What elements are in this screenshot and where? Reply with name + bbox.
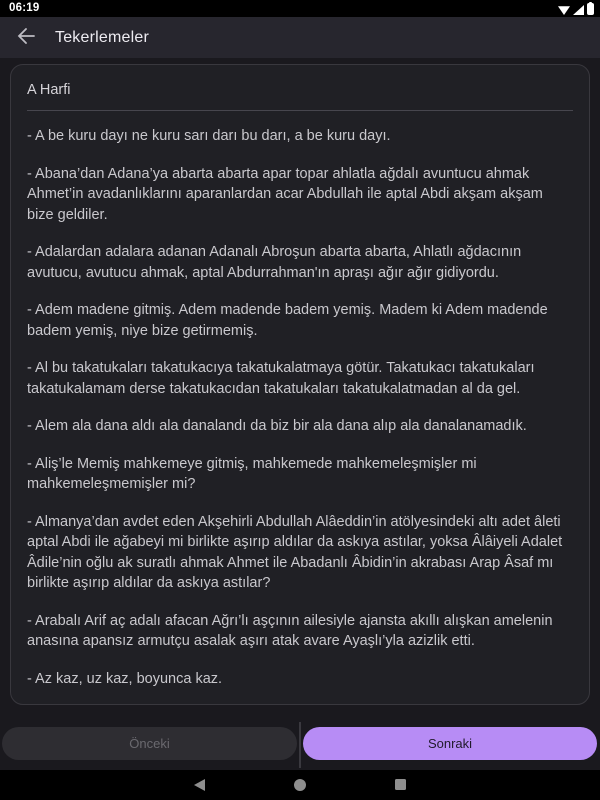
wifi-icon: [558, 5, 570, 15]
previous-button-label: Önceki: [129, 736, 170, 751]
app-bar: [0, 17, 600, 58]
list-item: - Adem madene gitmiş. Adem madende badem yemiş. Madem ki Adem madende badem yemiş, niye bize getirmemiş.: [27, 302, 548, 339]
clock: 06:19: [9, 2, 40, 14]
android-nav-bar: [0, 770, 600, 800]
heading-divider: [27, 110, 573, 111]
list-item: - Az kaz, uz kaz, boyunca kaz.: [27, 670, 223, 687]
next-button[interactable]: [303, 727, 597, 760]
list-item: - Al bu takatukaları takatukacıya takatukalatmaya götür. Takatukacı takatukaları takatukalamam derse takatukacıdan takatukaları takatukalatmadan al da gel.: [27, 360, 535, 397]
footer-button-divider: [299, 722, 301, 768]
previous-button[interactable]: [2, 727, 297, 760]
page-title: Tekerlemeler: [55, 28, 149, 46]
list-item: - Arabalı Arif aç adalı afacan Ağrı’lı aşçının ailesiyle ajansta akıllı alışkan amelenin anasına apansız armutçu asalak aşırı atak avare Ayaşlı’yla azizlik etti.: [27, 612, 553, 649]
arrow-left-icon: [17, 28, 35, 47]
back-button[interactable]: [13, 25, 39, 51]
list-item: - Aliş’le Memiş mahkemeye gitmiş, mahkemede mahkemeleşmişler mi mahkemeleşmemişler mi?: [27, 455, 477, 492]
battery-icon: [587, 3, 594, 15]
next-button-label: Sonraki: [427, 736, 473, 751]
list-item: - Almanya’dan avdet eden Akşehirli Abdullah Alâeddin’in atölyesindeki altı adet âleti aptal Abdi ile ağabeyi mi birlikte aşırıp aldılar da askıya astılar, yoksa Âlâiyeli Adalet Âdile’nin oğlu ak suratlı ahmak Ahmet ile Abadanlı Âbidin’in akrabası Arap Âsaf mı birlikte aşırıp aldılar da askıya astılar?: [27, 513, 563, 591]
list-item: - Adalardan adalara adanan Adanalı Abroşun abarta abarta, Ahlatlı ağdacının avutucu, avutucu ahmak, aptal Abdurrahman'ın apraşı ağır ağır gidiyordu.: [27, 244, 522, 281]
cell-signal-icon: [573, 5, 584, 15]
nav-home-icon: [294, 779, 306, 791]
list-item: - A be kuru dayı ne kuru sarı darı bu darı, a be kuru dayı.: [27, 128, 391, 144]
list-item: - Abana’dan Adana’ya abarta abarta apar topar ahlatla ağdalı avuntucu ahmak Ahmet’in avadanlıklarını aparanlardan acar Abdullah ile aptal Abdi akşam akşam bize geldiler.: [27, 165, 543, 223]
status-bar: [0, 0, 600, 17]
card-heading: A Harfi: [27, 82, 71, 98]
status-icons: [558, 3, 594, 15]
tongue-twisters-card: [10, 64, 590, 705]
list-item: - Alem ala dana aldı ala danalandı da biz bir ala dana alıp ala danalanamadık.: [27, 418, 527, 434]
nav-recents-icon: [395, 779, 406, 790]
